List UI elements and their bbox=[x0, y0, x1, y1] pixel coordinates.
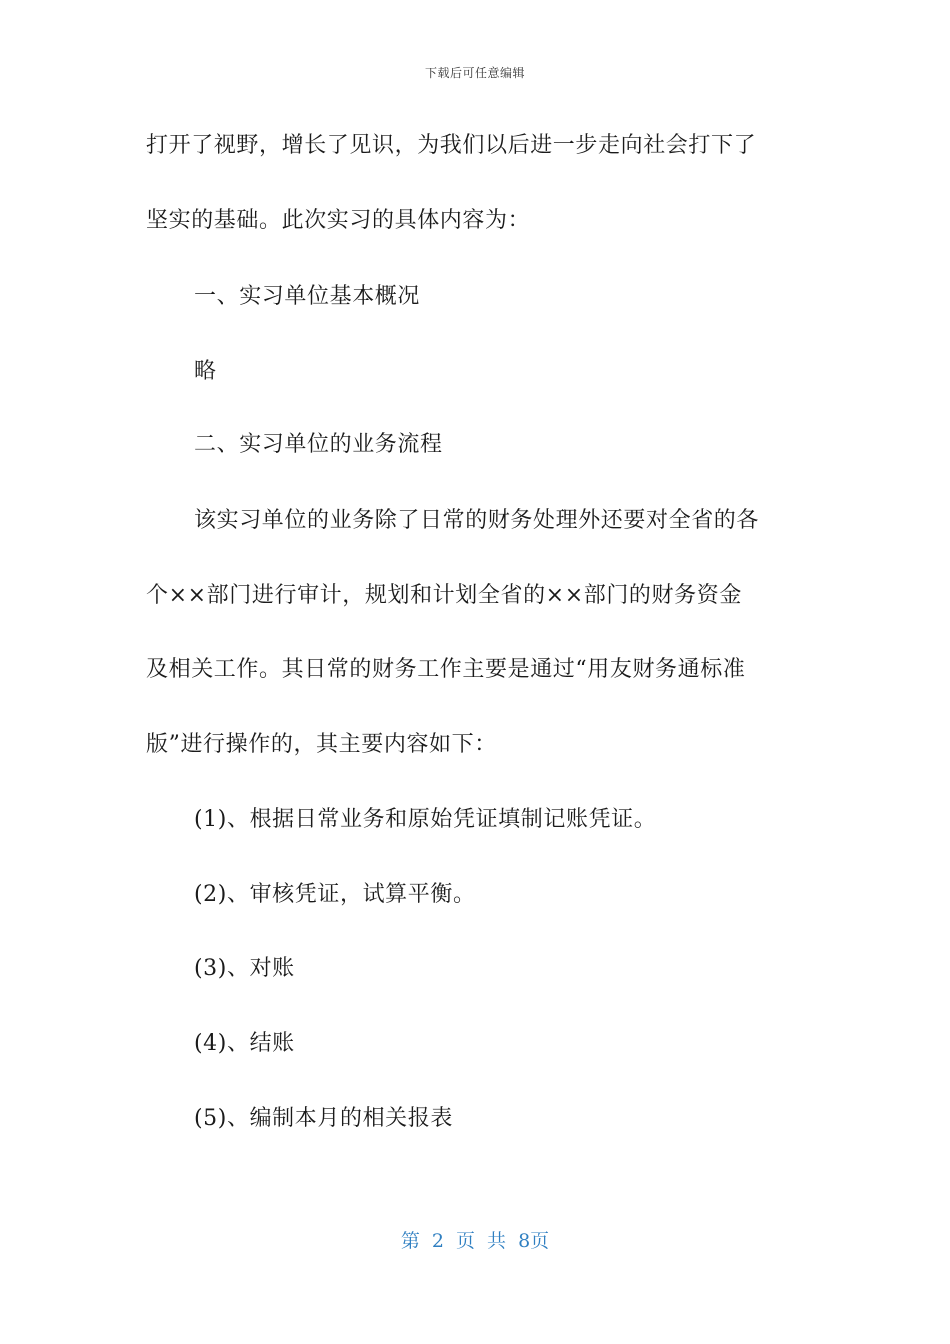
section-heading: 一、实习单位基本概况 bbox=[194, 284, 421, 309]
paragraph-line: 该实习单位的业务除了日常的财务处理外还要对全省的各 bbox=[194, 508, 760, 533]
paragraph-line: 及相关工作。其日常的财务工作主要是通过“用友财务通标准 bbox=[146, 657, 746, 682]
paragraph-line: 个××部门进行审计，规划和计划全省的××部门的财务资金 bbox=[146, 583, 742, 608]
paragraph-line: 打开了视野，增长了见识，为我们以后进一步走向社会打下了 bbox=[146, 133, 757, 158]
list-item: (3)、对账 bbox=[194, 956, 295, 981]
paragraph-line: 版”进行操作的，其主要内容如下： bbox=[146, 732, 497, 757]
section-heading: 二、实习单位的业务流程 bbox=[194, 432, 443, 457]
list-item: (5)、编制本月的相关报表 bbox=[194, 1106, 453, 1131]
page-number: 第 2 页 共 8页 bbox=[400, 1230, 550, 1252]
paragraph-line: 略 bbox=[194, 359, 217, 384]
paragraph-line: 坚实的基础。此次实习的具体内容为： bbox=[146, 208, 531, 233]
list-item: (4)、结账 bbox=[194, 1031, 295, 1056]
document-body bbox=[146, 0, 806, 1344]
page-header: 下载后可任意编辑 bbox=[424, 66, 525, 80]
list-item: (1)、根据日常业务和原始凭证填制记账凭证。 bbox=[194, 807, 657, 832]
list-item: (2)、审核凭证，试算平衡。 bbox=[194, 882, 476, 907]
